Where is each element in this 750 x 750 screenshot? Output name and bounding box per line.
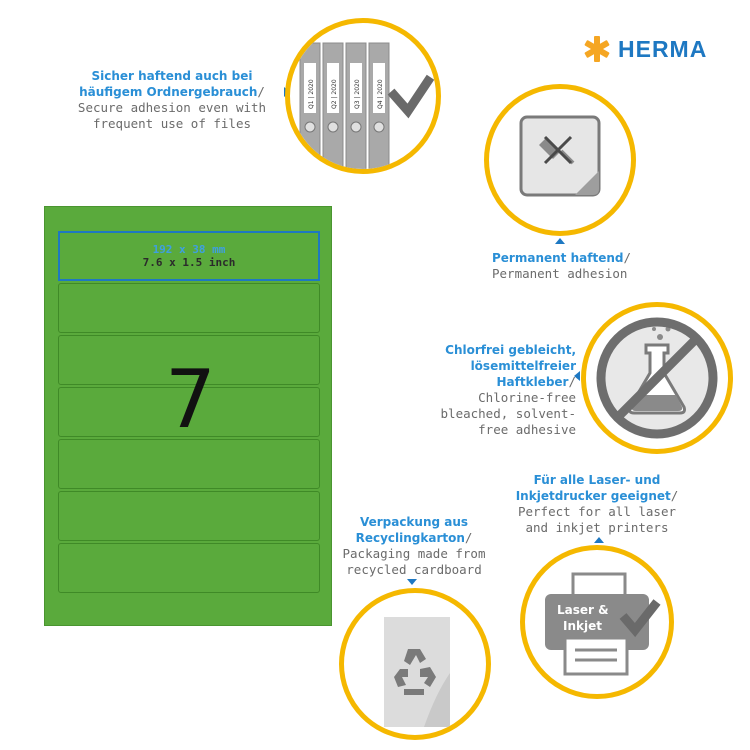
- binder-label-q2: Q2 | 2020: [331, 79, 338, 109]
- feature-chlorine-free-text: Chlorfrei gebleicht, lösemittelfreier Haftkleber/ Chlorine-free bleached, solvent-free adhesive: [440, 343, 576, 437]
- binder-label-q1: Q1 | 2020: [308, 79, 315, 109]
- feature-adhesion-files-de: Sicher haftend auch bei häufigem Ordnergebrauch: [79, 69, 258, 99]
- labels-per-sheet-count: 7: [165, 353, 216, 446]
- label-1: [58, 231, 320, 281]
- permanent-sticker-icon: [484, 84, 636, 236]
- feature-chlorine-free-en: Chlorine-free bleached, solvent-free adhesive: [440, 390, 576, 437]
- feature-permanent-text: Permanent haftend/ Permanent adhesion: [492, 250, 631, 281]
- label-size-inch: 7.6 x 1.5 inch: [142, 256, 236, 269]
- label-sheet-preview: [44, 206, 332, 626]
- feature-printers-text: Für alle Laser- und Inkjetdrucker geeignet/ Perfect for all laser and inkjet printers: [515, 473, 679, 535]
- printer-label-line1: Laser &: [557, 603, 609, 617]
- label-5: [58, 439, 320, 489]
- no-chemicals-flask-icon: [581, 302, 733, 454]
- feature-printers-de: Für alle Laser- und Inkjetdrucker geeignet: [515, 473, 671, 503]
- feature-adhesion-files-en: Secure adhesion even with frequent use of files: [77, 100, 267, 131]
- binders-with-checkmark-icon: [285, 18, 441, 174]
- arrow-up-icon: [594, 537, 604, 543]
- label-6: [58, 491, 320, 541]
- recycle-icon: [339, 588, 491, 740]
- feature-packaging-de: Verpackung aus Recyclingkarton: [355, 515, 469, 545]
- arrow-down-icon: [407, 579, 417, 585]
- feature-packaging-text: Verpackung aus Recyclingkarton/ Packaging made from recycled cardboard: [342, 515, 486, 577]
- label-size-mm: 192 x 38 mm: [152, 243, 226, 256]
- feature-permanent-en: Permanent adhesion: [492, 266, 628, 281]
- printer-label-line2: Inkjet: [563, 619, 602, 633]
- feature-printers-en: Perfect for all laser and inkjet printers: [517, 504, 677, 535]
- arrow-left-icon: [574, 371, 580, 381]
- brand-name: HERMA: [618, 35, 708, 62]
- arrow-up-icon: [555, 238, 565, 244]
- feature-adhesion-files-text: Sicher haftend auch bei häufigem Ordnergebrauch/ Secure adhesion even with frequent use of files: [77, 69, 267, 131]
- feature-chlorine-free-de: Chlorfrei gebleicht, lösemittelfreier Haftkleber: [445, 343, 576, 389]
- feature-packaging-en: Packaging made from recycled cardboard: [342, 546, 486, 577]
- printer-checkmark-icon: [520, 545, 674, 699]
- herma-logo: [584, 36, 726, 62]
- label-2: [58, 283, 320, 333]
- herma-star-icon: [584, 36, 610, 62]
- label-7: [58, 543, 320, 593]
- feature-permanent-de: Permanent haftend: [492, 251, 624, 265]
- binder-label-q3: Q3 | 2020: [354, 79, 361, 109]
- binder-label-q4: Q4 | 2020: [377, 79, 384, 109]
